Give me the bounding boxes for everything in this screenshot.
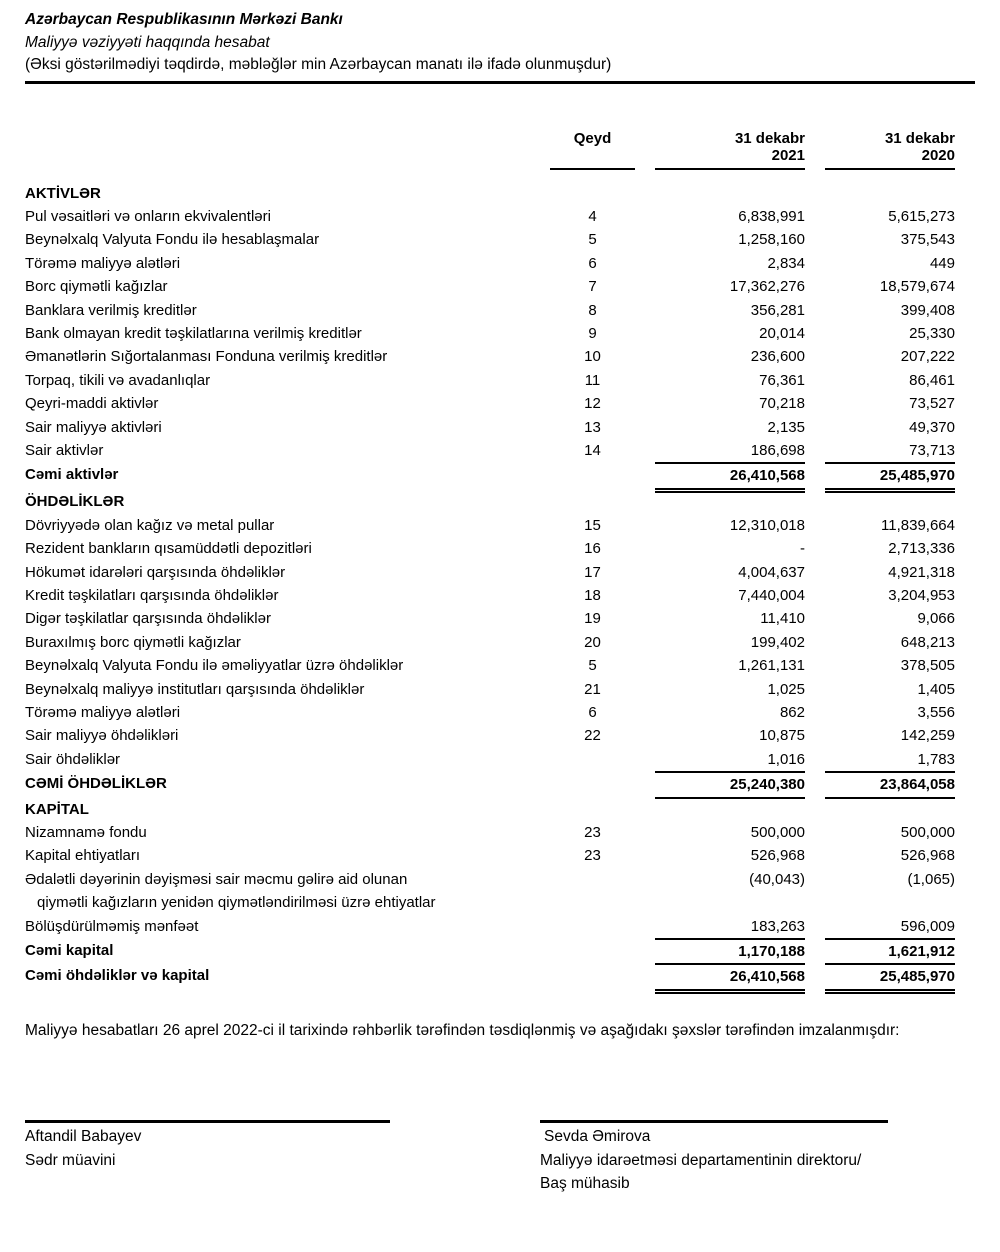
row-value-2020: 1,405: [917, 680, 955, 698]
row-value-2021: (40,043): [749, 870, 805, 888]
row-value-2020: [825, 490, 955, 513]
row-label: Cəmi öhdəliklər və kapital: [25, 967, 210, 985]
row-value-2020: 3,556: [917, 703, 955, 721]
row-note-number: [550, 748, 635, 772]
row-note-number: 15: [584, 516, 601, 534]
row-label: Sair maliyyə öhdəlikləri: [25, 727, 179, 745]
column-gap: [805, 868, 825, 915]
table-row: [25, 607, 955, 630]
report-title: Maliyyə vəziyyəti haqqında hesabat: [25, 33, 270, 51]
row-note-number: 12: [584, 395, 601, 413]
row-note-number: [550, 490, 635, 513]
row-value-2021: 20,014: [759, 324, 805, 342]
signatory-title: Baş mühasib: [540, 1175, 630, 1193]
column-gap: [805, 490, 825, 513]
column-gap: [805, 772, 825, 797]
column-gap: [635, 182, 655, 205]
table-row: [25, 416, 955, 439]
table-row: [25, 439, 955, 463]
column-gap: [805, 439, 825, 463]
row-label: Beynəlxalq Valyuta Fondu ilə əməliyyatlar üzrə öhdəliklər: [25, 657, 404, 675]
row-note-number: 6: [588, 703, 597, 721]
row-value-2021: 2,135: [767, 418, 805, 436]
row-value-2021: 1,170,188: [655, 939, 805, 964]
table-row: [25, 678, 955, 701]
table-row: [25, 748, 955, 772]
column-gap: [635, 631, 655, 654]
row-value-2021: 4,004,637: [738, 563, 805, 581]
row-value-2021: 500,000: [750, 823, 805, 841]
column-gap: [635, 322, 655, 345]
table-row: [25, 228, 955, 251]
row-label: KAPİTAL: [25, 800, 89, 818]
table-row: [25, 463, 955, 490]
column-gap: [635, 392, 655, 415]
row-note-number: 22: [584, 727, 601, 745]
signature-line: [25, 1120, 390, 1123]
column-gap: [805, 130, 825, 169]
row-note-number: [550, 939, 635, 964]
column-gap: [805, 584, 825, 607]
row-value-2020: 18,579,674: [879, 278, 955, 296]
column-gap: [635, 584, 655, 607]
table-row: [25, 584, 955, 607]
column-gap: [805, 514, 825, 537]
row-value-2020: 207,222: [900, 348, 955, 366]
row-value-2020: (1,065): [907, 870, 955, 888]
row-value-2020: 142,259: [900, 727, 955, 745]
column-gap: [805, 654, 825, 677]
table-row: [25, 964, 955, 991]
column-gap: [635, 821, 655, 844]
row-value-2021: 356,281: [750, 301, 805, 319]
row-value-2020: 73,527: [909, 395, 955, 413]
row-value-2020: 526,968: [900, 847, 955, 865]
row-value-2020: 449: [929, 254, 955, 272]
row-label-line2: qiymətli kağızların yenidən qiymətləndirilməsi üzrə ehtiyatlar: [37, 894, 436, 912]
row-label: Pul vəsaitləri və onların ekvivalentləri: [25, 207, 271, 225]
row-label: Cəmi aktivlər: [25, 466, 119, 484]
table-row: [25, 915, 955, 939]
table-row: [25, 514, 955, 537]
row-label: Dövriyyədə olan kağız və metal pullar: [25, 516, 275, 534]
column-gap: [635, 724, 655, 747]
row-value-2021: 1,261,131: [738, 657, 805, 675]
table-row: [25, 821, 955, 844]
row-value-2021: 183,263: [655, 915, 805, 939]
column-gap: [635, 299, 655, 322]
column-gap: [805, 724, 825, 747]
signatory-name: Sevda Əmirova: [544, 1128, 651, 1146]
row-value-2021: [655, 182, 805, 205]
signature-left: [25, 1120, 390, 1196]
column-header-note: Qeyd: [550, 130, 635, 169]
row-label: Rezident bankların qısamüddətli depozitləri: [25, 540, 312, 558]
row-note-number: 23: [584, 823, 601, 841]
row-value-2020: 500,000: [900, 823, 955, 841]
column-gap: [635, 345, 655, 368]
row-value-2021: 1,025: [767, 680, 805, 698]
row-value-2020: 5,615,273: [888, 207, 955, 225]
column-gap: [805, 748, 825, 772]
row-label: Sair aktivlər: [25, 441, 104, 459]
column-gap: [805, 463, 825, 490]
currency-note: (Əksi göstərilmədiyi təqdirdə, məbləğlər min Azərbaycan manatı ilə ifadə olunmuşdur): [25, 56, 612, 73]
column-gap: [635, 844, 655, 867]
row-value-2020: 4,921,318: [888, 563, 955, 581]
row-value-2020: 86,461: [909, 371, 955, 389]
row-note-number: [550, 964, 635, 991]
row-value-2021: 2,834: [767, 254, 805, 272]
table-row: [25, 654, 955, 677]
column-gap: [805, 631, 825, 654]
row-value-2020: [825, 798, 955, 821]
column-gap: [805, 416, 825, 439]
row-note-number: 6: [588, 254, 597, 272]
row-value-2020: 23,864,058: [825, 772, 955, 797]
table-row: [25, 701, 955, 724]
column-gap: [805, 964, 825, 991]
row-value-2021: 526,968: [750, 847, 805, 865]
signatory-name: Aftandil Babayev: [25, 1128, 142, 1146]
signatory-title: Sədr müavini: [25, 1151, 116, 1169]
row-label: Törəmə maliyyə alətləri: [25, 703, 181, 721]
column-header-2020-line2: 2020: [921, 147, 955, 164]
row-note-number: 17: [584, 563, 601, 581]
column-gap: [635, 416, 655, 439]
row-note-number: 5: [588, 231, 597, 249]
column-gap: [635, 130, 655, 169]
column-gap: [635, 654, 655, 677]
row-value-2021: 70,218: [759, 395, 805, 413]
table-row: [25, 939, 955, 964]
column-gap: [805, 345, 825, 368]
column-gap: [635, 537, 655, 560]
row-value-2020: 1,783: [825, 748, 955, 772]
table-row: [25, 772, 955, 797]
row-value-2020: 648,213: [900, 633, 955, 651]
row-value-2020: 49,370: [909, 418, 955, 436]
table-row: [25, 322, 955, 345]
row-value-2021: 11,410: [760, 610, 805, 628]
column-gap: [805, 678, 825, 701]
row-value-2021: 199,402: [750, 633, 805, 651]
row-label: Cəmi kapital: [25, 942, 114, 959]
table-row: [25, 252, 955, 275]
table-row: [25, 275, 955, 298]
row-note-number: 20: [584, 633, 601, 651]
column-gap: [805, 821, 825, 844]
row-note-number: 10: [584, 348, 601, 366]
row-value-2020: 25,330: [909, 324, 955, 342]
table-row: [25, 844, 955, 867]
row-note-number: 4: [588, 207, 597, 225]
row-value-2020: 399,408: [900, 301, 955, 319]
row-note-number: 14: [584, 441, 601, 459]
row-value-2021: 17,362,276: [729, 278, 805, 296]
column-gap: [805, 537, 825, 560]
column-gap: [805, 205, 825, 228]
row-label: Buraxılmış borc qiymətli kağızlar: [25, 633, 241, 651]
column-gap: [805, 299, 825, 322]
row-note-number: [550, 798, 635, 821]
column-gap: [635, 798, 655, 821]
row-label: Ədalətli dəyərinin dəyişməsi sair məcmu gəlirə aid olunan qiymətli kağızların yenidən qiymətləndirilməsi üzrə ehtiyatlar: [25, 868, 550, 915]
row-note-number: [550, 182, 635, 205]
row-value-2020: 2,713,336: [888, 540, 955, 558]
row-note-number: 19: [584, 610, 601, 628]
row-value-2020: 25,485,970: [825, 964, 955, 991]
column-gap: [805, 275, 825, 298]
column-header-2021-line1: 31 dekabr: [734, 129, 805, 147]
column-gap: [635, 228, 655, 251]
financial-position-table: [25, 130, 955, 994]
column-gap: [635, 915, 655, 939]
column-gap: [635, 748, 655, 772]
column-header-2020-line1: 31 dekabr: [884, 129, 955, 147]
column-gap: [805, 252, 825, 275]
row-value-2021: 10,875: [759, 727, 805, 745]
row-label: Sair maliyyə aktivləri: [25, 418, 162, 436]
row-value-2021: 6,838,991: [738, 207, 805, 225]
column-gap: [635, 607, 655, 630]
row-value-2021: 76,361: [759, 371, 805, 389]
row-label: Kredit təşkilatları qarşısında öhdəliklər: [25, 586, 279, 604]
column-gap: [635, 561, 655, 584]
row-label: Digər təşkilatlar qarşısında öhdəliklər: [25, 610, 271, 628]
signature-section: [25, 1120, 975, 1196]
row-value-2020: 73,713: [825, 439, 955, 463]
column-gap: [635, 772, 655, 797]
row-label: Sair öhdəliklər: [25, 750, 121, 768]
row-note-number: [550, 772, 635, 797]
approval-statement: Maliyyə hesabatları 26 aprel 2022-ci il tarixində rəhbərlik tərəfindən təsdiqlənmiş və aşağıdakı şəxslər tərəfindən imzalanmışdır:: [25, 1021, 900, 1039]
table-row: [25, 392, 955, 415]
row-note-number: [550, 463, 635, 490]
row-value-2021: 26,410,568: [655, 964, 805, 991]
row-label: Hökumət idarələri qarşısında öhdəliklər: [25, 563, 286, 581]
column-gap: [635, 252, 655, 275]
column-gap: [635, 868, 655, 915]
row-label: Banklara verilmiş kreditlər: [25, 301, 197, 319]
column-gap: [635, 701, 655, 724]
column-gap: [805, 701, 825, 724]
row-value-2021: 236,600: [750, 348, 805, 366]
balance-table-body: [25, 182, 955, 992]
table-header: [25, 130, 955, 182]
column-gap: [635, 964, 655, 991]
table-row: [25, 537, 955, 560]
table-row: [25, 868, 955, 915]
row-value-2021: 25,240,380: [655, 772, 805, 797]
column-gap: [635, 205, 655, 228]
header-rule: [25, 81, 975, 84]
column-gap: [805, 915, 825, 939]
table-row: [25, 345, 955, 368]
row-value-2020: 378,505: [900, 657, 955, 675]
table-row: [25, 561, 955, 584]
signature-line: [540, 1120, 888, 1123]
table-row: [25, 369, 955, 392]
row-label: CƏMİ ÖHDƏLİKLƏR: [25, 775, 167, 793]
row-value-2020: 11,839,664: [881, 516, 955, 534]
row-note-number: 8: [588, 301, 597, 319]
row-label: Qeyri-maddi aktivlər: [25, 395, 159, 413]
column-gap: [805, 182, 825, 205]
column-header-2021: [655, 130, 805, 169]
row-note-number: 23: [584, 847, 601, 865]
row-note-number: [550, 868, 635, 915]
table-row: [25, 182, 955, 205]
table-row: [25, 631, 955, 654]
row-value-2020: 1,621,912: [825, 939, 955, 964]
row-label: Əmanətlərin Sığortalanması Fonduna verilmiş kreditlər: [25, 348, 388, 366]
row-value-2021: [655, 798, 805, 821]
row-note-number: 5: [588, 657, 597, 675]
column-gap: [805, 844, 825, 867]
row-value-2021: 186,698: [655, 439, 805, 463]
column-gap: [635, 514, 655, 537]
column-gap: [635, 275, 655, 298]
row-note-number: 7: [588, 278, 597, 296]
row-label: AKTİVLƏR: [25, 184, 101, 202]
row-value-2020: 375,543: [900, 231, 955, 249]
row-value-2021: [655, 490, 805, 513]
row-value-2021: 1,016: [655, 748, 805, 772]
row-note-number: 18: [584, 586, 601, 604]
row-label: Bölüşdürülməmiş mənfəət: [25, 917, 199, 935]
column-gap: [635, 369, 655, 392]
column-gap: [635, 490, 655, 513]
signature-right: [540, 1120, 888, 1196]
row-value-2021: 862: [779, 703, 805, 721]
row-value-2021: 7,440,004: [738, 586, 805, 604]
column-gap: [635, 678, 655, 701]
column-header-2020: [825, 130, 955, 169]
row-note-number: 13: [584, 418, 601, 436]
row-value-2020: 9,066: [917, 610, 955, 628]
column-gap: [805, 228, 825, 251]
column-gap: [805, 939, 825, 964]
row-value-2021: 1,258,160: [738, 231, 805, 249]
column-gap: [805, 322, 825, 345]
row-value-2021: -: [800, 540, 805, 558]
signatory-title: Maliyyə idarəetməsi departamentinin direktoru/: [540, 1151, 862, 1169]
column-header-empty: [25, 130, 550, 169]
row-label: Bank olmayan kredit təşkilatlarına verilmiş kreditlər: [25, 324, 362, 342]
row-note-number: 16: [584, 540, 601, 558]
column-gap: [635, 463, 655, 490]
table-row: [25, 798, 955, 821]
bank-name: Azərbaycan Respublikasının Mərkəzi Bankı: [25, 11, 343, 28]
row-note-number: [550, 915, 635, 939]
row-label: Törəmə maliyyə alətləri: [25, 254, 181, 272]
column-gap: [635, 439, 655, 463]
row-value-2020: 25,485,970: [825, 463, 955, 490]
row-label: Kapital ehtiyatları: [25, 847, 141, 865]
row-note-number: 9: [588, 324, 597, 342]
header-spacer: [25, 169, 955, 182]
row-label: ÖHDƏLİKLƏR: [25, 493, 125, 511]
row-note-number: 21: [584, 680, 601, 698]
column-gap: [805, 392, 825, 415]
row-value-2020: [825, 182, 955, 205]
row-note-number: 11: [584, 371, 601, 389]
column-gap: [805, 561, 825, 584]
column-gap: [805, 607, 825, 630]
table-row: [25, 205, 955, 228]
row-label: Beynəlxalq Valyuta Fondu ilə hesablaşmalar: [25, 231, 320, 249]
row-value-2020: 3,204,953: [888, 586, 955, 604]
row-label: Beynəlxalq maliyyə institutları qarşısında öhdəliklər: [25, 680, 365, 698]
row-value-2020: 596,009: [825, 915, 955, 939]
row-value-2021: 26,410,568: [655, 463, 805, 490]
row-label: Torpaq, tikili və avadanlıqlar: [25, 371, 211, 389]
column-gap: [635, 939, 655, 964]
column-gap: [805, 798, 825, 821]
row-value-2021: 12,310,018: [729, 516, 805, 534]
row-label: Nizamnamə fondu: [25, 823, 147, 841]
row-label: Borc qiymətli kağızlar: [25, 278, 168, 296]
column-header-2021-line2: 2021: [771, 147, 805, 164]
table-row: [25, 724, 955, 747]
table-row: [25, 490, 955, 513]
column-gap: [805, 369, 825, 392]
table-row: [25, 299, 955, 322]
